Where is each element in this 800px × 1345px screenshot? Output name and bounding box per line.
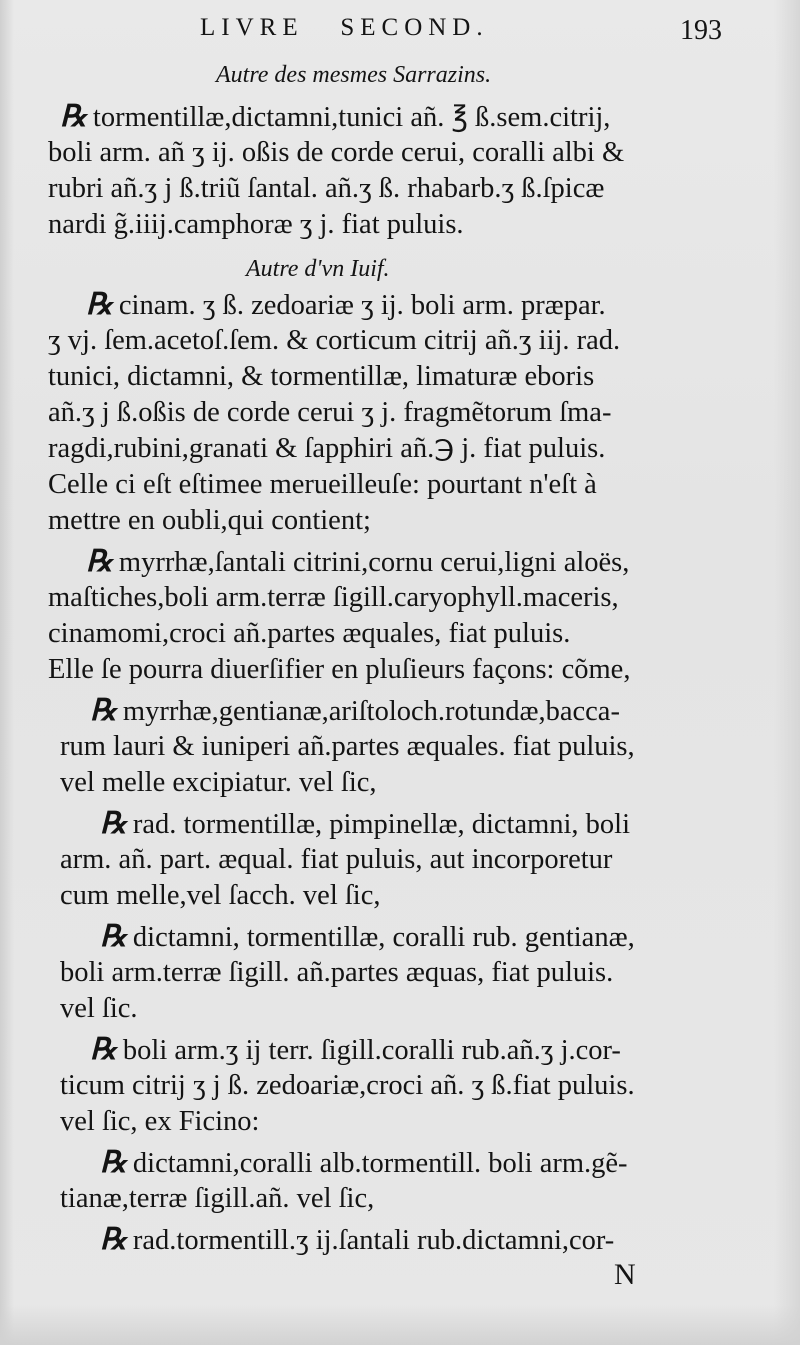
text-line bbox=[60, 1069, 635, 1103]
running-head: LIVRE SECOND. bbox=[200, 14, 489, 41]
text-line bbox=[48, 396, 611, 430]
line-text: boli arm.ʒ ij terr. ſigill.coralli rub.añ.ʒ j.cor- bbox=[122, 1035, 621, 1066]
recipe-symbol-icon: ℞ bbox=[100, 807, 127, 840]
text-line bbox=[48, 581, 619, 615]
page-number: 193 bbox=[680, 15, 722, 46]
text-line bbox=[48, 360, 594, 394]
text-line bbox=[48, 324, 620, 358]
line-text: vel ſic, ex Ficino: bbox=[60, 1106, 260, 1137]
text-line bbox=[60, 766, 377, 800]
text-line bbox=[60, 1182, 374, 1216]
line-text: rad. tormentillæ, pimpinellæ, dictamni, boli bbox=[132, 809, 631, 840]
line-text: Elle ſe pourra diuerſifier en pluſieurs façons: cõme, bbox=[48, 654, 631, 685]
text-line bbox=[100, 1146, 628, 1181]
recipe-symbol-icon: ℞ bbox=[86, 288, 113, 321]
line-text: vel melle excipiatur. vel ſic, bbox=[60, 767, 377, 798]
page-bottom-edge-shadow bbox=[0, 1305, 800, 1345]
line-text: maſtiches,boli arm.terræ ſigill.caryophyll.maceris, bbox=[48, 582, 619, 613]
recipe-symbol-icon: ℞ bbox=[100, 1223, 127, 1256]
line-text: myrrhæ,gentianæ,ariſtoloch.rotundæ,bacca- bbox=[122, 696, 620, 727]
section-heading bbox=[216, 58, 491, 92]
text-line bbox=[86, 545, 629, 580]
line-text: myrrhæ,ſantali citrini,cornu cerui,ligni aloës, bbox=[118, 547, 630, 578]
text-line bbox=[48, 172, 604, 206]
line-text: mettre en oubli,qui contient; bbox=[48, 505, 371, 536]
text-line bbox=[60, 879, 381, 913]
line-text: nardi g̃.iiij.camphoræ ʒ j. fiat puluis. bbox=[48, 209, 464, 240]
text-line bbox=[48, 208, 464, 242]
line-text: cinamomi,croci añ.partes æquales, fiat puluis. bbox=[48, 618, 571, 649]
text-line bbox=[60, 100, 610, 135]
line-text: tunici, dictamni, & tormentillæ, limaturæ eboris bbox=[48, 361, 595, 392]
text-line bbox=[60, 992, 138, 1026]
text-line bbox=[60, 956, 613, 990]
line-text: dictamni,coralli alb.tormentill. boli arm.gẽ- bbox=[132, 1148, 628, 1179]
page-right-edge-shadow bbox=[774, 0, 800, 1345]
text-line bbox=[48, 432, 605, 466]
text-line bbox=[48, 617, 570, 651]
line-text: tormentillæ,dictamni,tunici añ. ℥ ß.sem.citrij, bbox=[92, 102, 611, 133]
recipe-symbol-icon: ℞ bbox=[100, 1146, 127, 1179]
line-text: cum melle,vel ſacch. vel ſic, bbox=[60, 880, 381, 911]
recipe-symbol-icon: ℞ bbox=[90, 694, 117, 727]
line-text: rum lauri & iuniperi añ.partes æquales. fiat puluis, bbox=[60, 731, 635, 762]
line-text: Autre des mesmes Sarrazins. bbox=[216, 62, 492, 88]
line-text: ragdi,rubini,granati & ſapphiri añ.℈ j. fiat puluis. bbox=[48, 433, 606, 464]
text-line bbox=[90, 694, 620, 729]
text-line bbox=[48, 136, 624, 170]
line-text: arm. añ. part. æqual. fiat puluis, aut incorporetur bbox=[60, 844, 613, 875]
line-text: cinam. ʒ ß. zedoariæ ʒ ij. boli arm. præpar. bbox=[118, 290, 606, 321]
line-text: rubri añ.ʒ j ß.triũ ſantal. añ.ʒ ß. rhabarb.ʒ ß.ſpicæ bbox=[48, 173, 605, 204]
line-text: Celle ci eſt eſtimee merueilleuſe: pourtant n'eſt à bbox=[48, 469, 597, 500]
line-text: ticum citrij ʒ j ß. zedoariæ,croci añ. ʒ ß.fiat puluis. bbox=[60, 1070, 635, 1101]
recipe-symbol-icon: ℞ bbox=[100, 920, 127, 953]
text-line bbox=[100, 807, 630, 842]
line-text: boli arm.terræ ſigill. añ.partes æquas, fiat puluis. bbox=[60, 957, 614, 988]
line-text: dictamni, tormentillæ, coralli rub. gentianæ, bbox=[132, 922, 635, 953]
line-text: Autre d'vn Iuif. bbox=[246, 256, 390, 282]
signature-mark: N bbox=[614, 1258, 636, 1291]
line-text: rad.tormentill.ʒ ij.ſantali rub.dictamni,cor- bbox=[132, 1225, 615, 1256]
line-text: ʒ vj. ſem.acetoſ.ſem. & corticum citrij añ.ʒ iij. rad. bbox=[48, 325, 621, 356]
recipe-symbol-icon: ℞ bbox=[90, 1033, 117, 1066]
text-line bbox=[100, 1223, 614, 1258]
section-heading bbox=[246, 252, 390, 286]
recipe-symbol-icon: ℞ bbox=[86, 545, 113, 578]
text-line bbox=[86, 288, 606, 323]
line-text: añ.ʒ j ß.oßis de corde cerui ʒ j. fragmẽtorum ſma- bbox=[48, 397, 612, 428]
text-line bbox=[48, 653, 630, 687]
text-line bbox=[48, 504, 371, 538]
text-line bbox=[100, 920, 635, 955]
text-line bbox=[48, 468, 597, 502]
recipe-symbol-icon: ℞ bbox=[60, 100, 87, 133]
line-text: tianæ,terræ ſigill.añ. vel ſic, bbox=[60, 1183, 375, 1214]
line-text: vel ſic. bbox=[60, 993, 138, 1024]
page-left-edge-shadow bbox=[0, 0, 14, 1345]
text-line bbox=[60, 730, 635, 764]
text-line bbox=[90, 1033, 621, 1068]
text-line bbox=[60, 1105, 259, 1139]
text-line bbox=[60, 843, 612, 877]
line-text: boli arm. añ ʒ ij. oßis de corde cerui, coralli albi & bbox=[48, 137, 625, 168]
